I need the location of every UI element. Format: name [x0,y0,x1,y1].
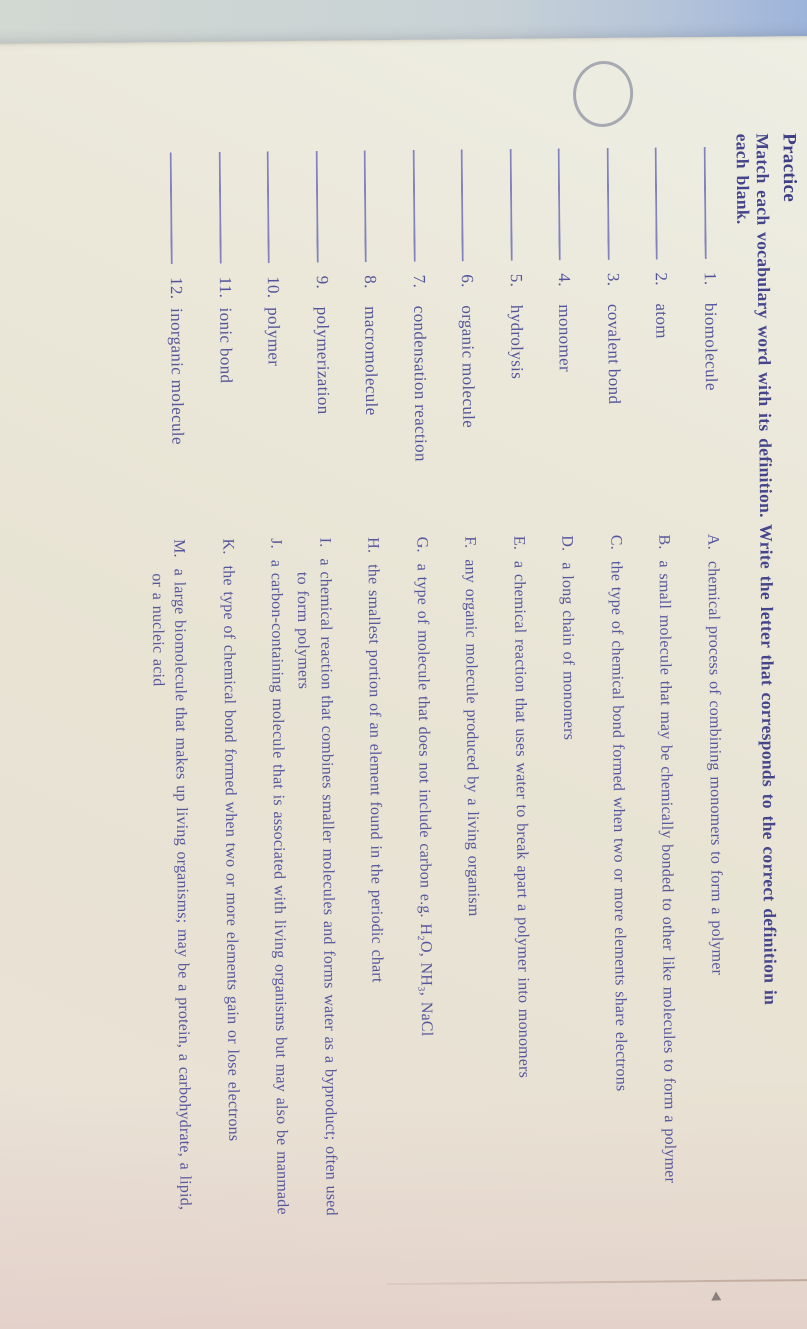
answer-blank [704,147,722,259]
item-number: 8. [361,275,381,289]
definition-cell [701,533,730,1218]
definition-cell [216,538,245,1223]
vocabulary-term: covalent bond [604,303,625,405]
instruction-line-1: Match each vocabulary word with its definition. Write the letter that corresponds to the correct definition in [752,133,781,1006]
definition-text: the type of chemical bond formed when two or more elements share electrons [607,560,630,1092]
vocabulary-term: polymerization [313,306,334,415]
definition-letter: A. [704,533,722,551]
instructions [732,133,784,1329]
item-number: 12. [167,276,187,300]
definition-text: the type of chemical bond formed when two or more elements gain or lose electrons [219,565,243,1142]
definition-cell [653,534,682,1218]
definition-cell [145,538,196,1223]
definition-letter: K. [219,538,237,555]
definition-letter: I. [316,537,334,548]
definition-letter: G. [413,536,431,553]
definition-text: chemical process of combining monomers to form a polymer [704,560,726,976]
item-number: 6. [458,274,478,288]
worksheet-title: Practice [778,133,801,203]
answer-blank [558,148,576,260]
definition-letter: D. [558,535,576,552]
vocabulary-term: atom [652,303,672,339]
definition-text: a long chain of monomers [559,562,578,741]
answer-blank [267,151,285,263]
answer-blank [510,149,528,261]
definition-letter: H. [364,537,382,554]
definition-cell [459,536,488,1220]
item-number: 4. [555,273,575,287]
pencil-mark [711,1291,721,1300]
definition-text: any organic molecule produced by a living organism [462,559,483,917]
definition-cell [604,534,633,1219]
definition-text: a chemical reaction that combines smaller molecules and forms water as a byproduct; often used to form polymers [294,558,340,1216]
definition-cell [507,535,536,1220]
definition-cell [291,537,342,1222]
item-number: 2. [652,272,672,286]
matching-list [138,37,733,1329]
item-number: 7. [409,274,429,289]
answer-blank [316,151,334,263]
definition-text: a chemical reaction that uses water to break apart a polymer into monomers [510,560,533,1079]
vocabulary-term: organic molecule [458,305,479,429]
definition-text: a type of molecule that does not include carbon e.g. H₂O, NH₃, NaCl [413,563,436,1037]
vocabulary-term: condensation reaction [410,305,431,462]
vocabulary-term: biomolecule [701,302,721,391]
item-number: 11. [215,276,236,299]
item-number: 1. [700,271,720,286]
definition-letter: B. [655,534,673,550]
answer-blank [461,149,479,261]
item-number: 10. [264,276,284,299]
vocabulary-term: polymer [264,307,285,367]
answer-blank [413,150,431,262]
definition-text: a carbon-containing molecule that is associated with living organisms but may also be manmade [268,559,292,1215]
vocabulary-term: ionic bond [216,307,236,384]
definition-text: the smallest portion of an element found in the periodic chart [365,564,387,983]
definition-letter: C. [607,534,625,551]
vocabulary-term: inorganic molecule [167,307,188,445]
definition-cell [265,538,294,1222]
item-number: 3. [603,272,623,287]
vocabulary-term: macromolecule [361,306,382,416]
answer-blank [170,152,188,264]
answer-blank [607,148,625,260]
item-number: 5. [506,273,526,288]
definition-text: a small molecule that may be chemically bonded to other like molecules to form a polymer [656,560,680,1184]
instruction-line-2: each blank. [732,133,754,225]
vocabulary-term: monomer [555,304,576,373]
definition-letter: J. [267,538,285,549]
vocabulary-term: hydrolysis [507,304,527,380]
answer-blank [364,150,382,262]
answer-blank [655,147,673,259]
definition-letter: E. [510,535,528,551]
item-number: 9. [312,275,332,290]
answer-blank [219,152,237,264]
definition-letter: M. [170,538,189,558]
definition-text: a large biomolecule that makes up living organisms; may be a protein, a carbohydrate, a lipid, or a nucleic acid [148,568,195,1211]
term-cell [698,37,725,534]
worksheet-page [0,36,807,1329]
definition-cell [362,537,391,1221]
definition-letter: F. [461,536,479,549]
definition-cell [556,535,585,1219]
definition-cell [410,536,439,1221]
